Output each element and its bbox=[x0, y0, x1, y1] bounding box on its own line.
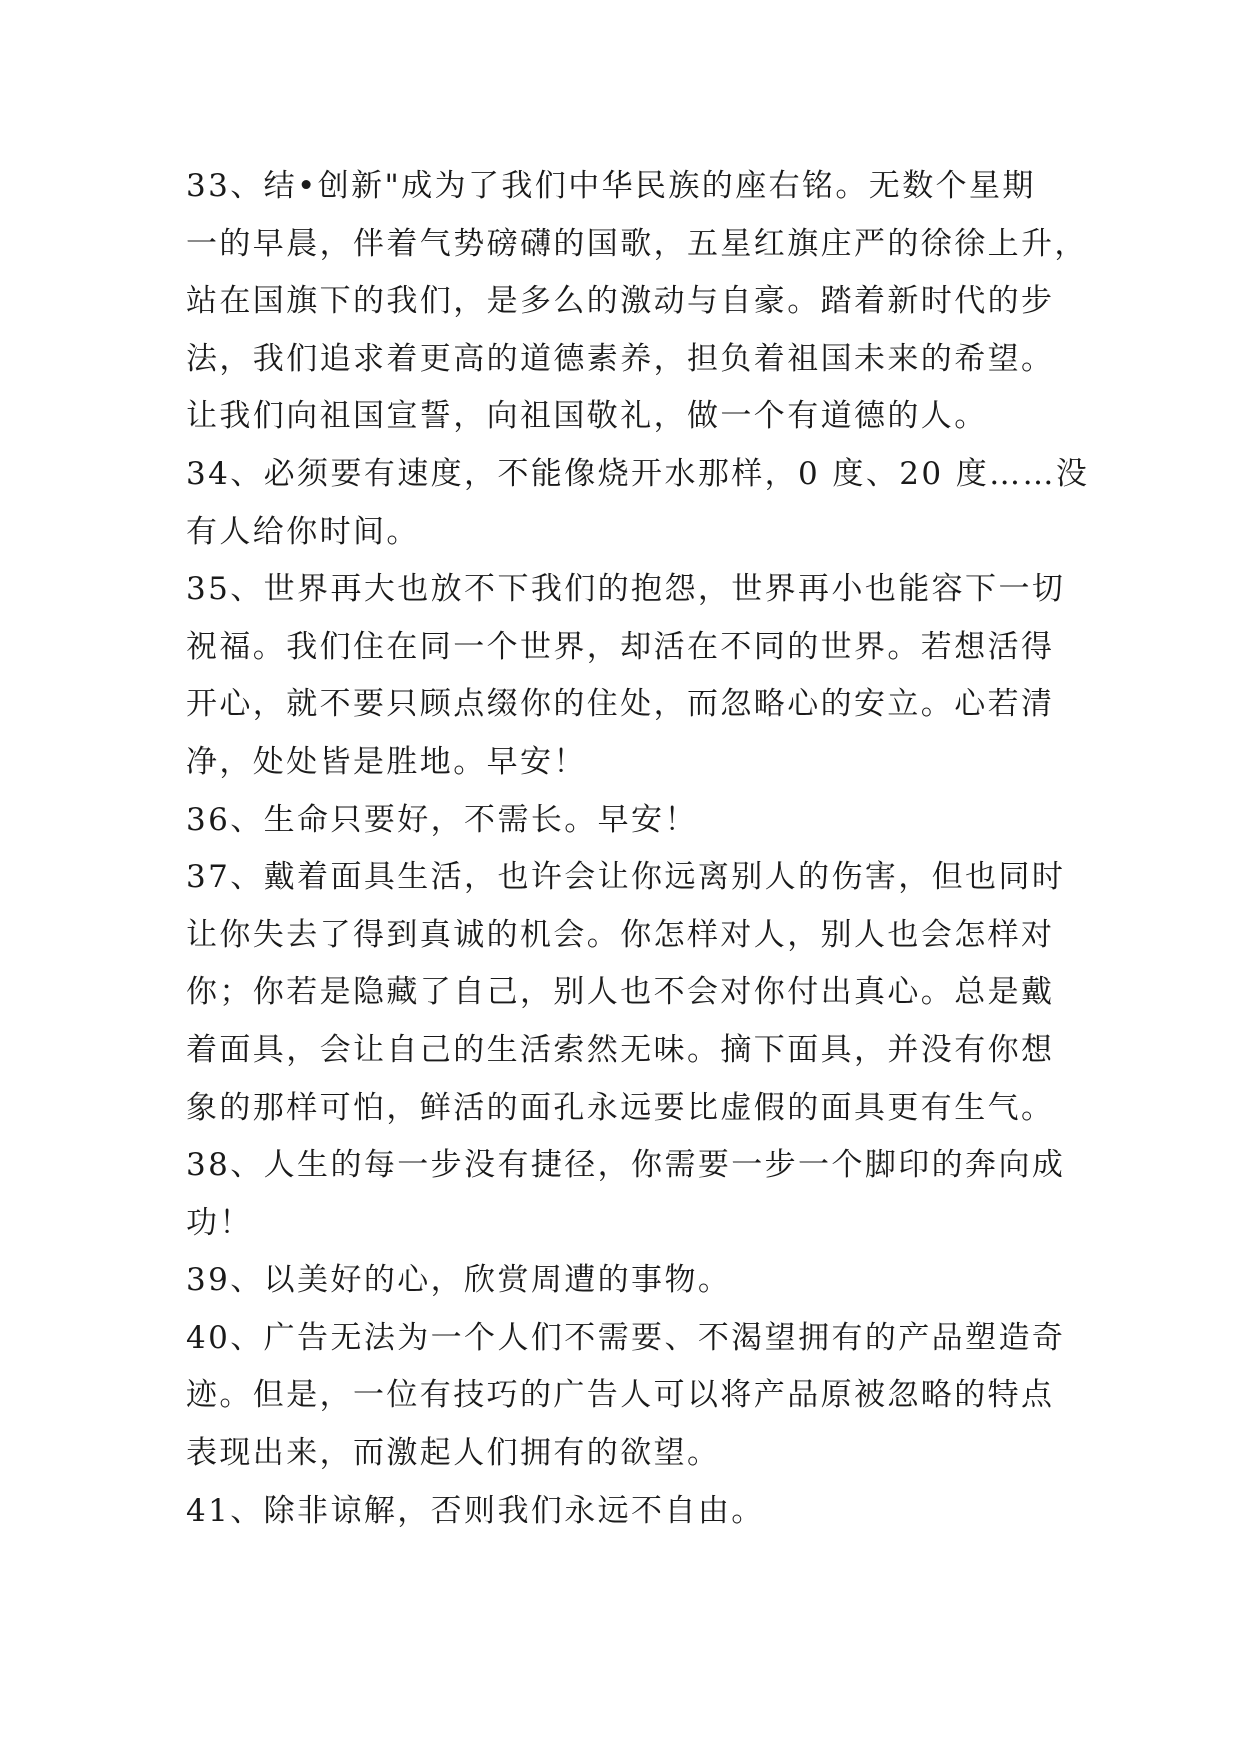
paragraph-41 bbox=[186, 1483, 1066, 1541]
text-line: 迹。但是，一位有技巧的广告人可以将产品原被忽略的特点 bbox=[186, 1377, 1055, 1414]
text-line: 象的那样可怕，鲜活的面孔永远要比虚假的面具更有生气。 bbox=[186, 1089, 1055, 1126]
document-body bbox=[186, 158, 1090, 1540]
paragraph-38 bbox=[186, 1137, 1066, 1252]
paragraph-35 bbox=[186, 561, 1066, 791]
text-line: 38、人生的每一步没有捷径，你需要一步一个脚印的奔向成 bbox=[186, 1147, 1066, 1184]
text-line: 表现出来，而激起人们拥有的欲望。 bbox=[186, 1435, 721, 1472]
text-line: 站在国旗下的我们，是多么的激动与自豪。踏着新时代的步 bbox=[186, 283, 1055, 320]
text-line: 祝福。我们住在同一个世界，却活在不同的世界。若想活得 bbox=[186, 628, 1055, 665]
paragraph-39 bbox=[186, 1252, 1066, 1310]
text-line: 让你失去了得到真诚的机会。你怎样对人，别人也会怎样对 bbox=[186, 916, 1055, 953]
text-line: 34、必须要有速度，不能像烧开水那样，0 度、20 度……没 bbox=[186, 455, 1090, 492]
paragraph-36 bbox=[186, 792, 1066, 850]
paragraph-34 bbox=[186, 446, 1090, 561]
text-line: 法，我们追求着更高的道德素养，担负着祖国未来的希望。 bbox=[186, 340, 1055, 377]
text-line: 40、广告无法为一个人们不需要、不渴望拥有的产品塑造奇 bbox=[186, 1319, 1066, 1356]
text-line: 净，处处皆是胜地。早安！ bbox=[186, 743, 587, 780]
text-line: 41、除非谅解，否则我们永远不自由。 bbox=[186, 1492, 765, 1529]
paragraph-40 bbox=[186, 1310, 1066, 1483]
text-line: 着面具，会让自己的生活索然无味。摘下面具，并没有你想 bbox=[186, 1031, 1055, 1068]
text-line: 39、以美好的心，欣赏周遭的事物。 bbox=[186, 1262, 732, 1299]
text-line: 33、结•创新"成为了我们中华民族的座右铭。无数个星期 bbox=[186, 168, 1036, 204]
paragraph-33 bbox=[186, 158, 1088, 446]
text-line: 开心，就不要只顾点缀你的住处，而忽略心的安立。心若清 bbox=[186, 686, 1055, 723]
paragraph-37 bbox=[186, 849, 1066, 1137]
text-line: 功！ bbox=[186, 1204, 253, 1241]
text-line: 37、戴着面具生活，也许会让你远离别人的伤害，但也同时 bbox=[186, 859, 1066, 896]
text-line: 36、生命只要好，不需长。早安！ bbox=[186, 801, 698, 838]
text-line: 35、世界再大也放不下我们的抱怨，世界再小也能容下一切 bbox=[186, 571, 1066, 608]
text-line: 你；你若是隐藏了自己，别人也不会对你付出真心。总是戴 bbox=[186, 974, 1055, 1011]
text-line: 有人给你时间。 bbox=[186, 513, 420, 550]
text-line: 一的早晨，伴着气势磅礴的国歌，五星红旗庄严的徐徐上升， bbox=[186, 225, 1088, 262]
text-line: 让我们向祖国宣誓，向祖国敬礼，做一个有道德的人。 bbox=[186, 398, 988, 435]
